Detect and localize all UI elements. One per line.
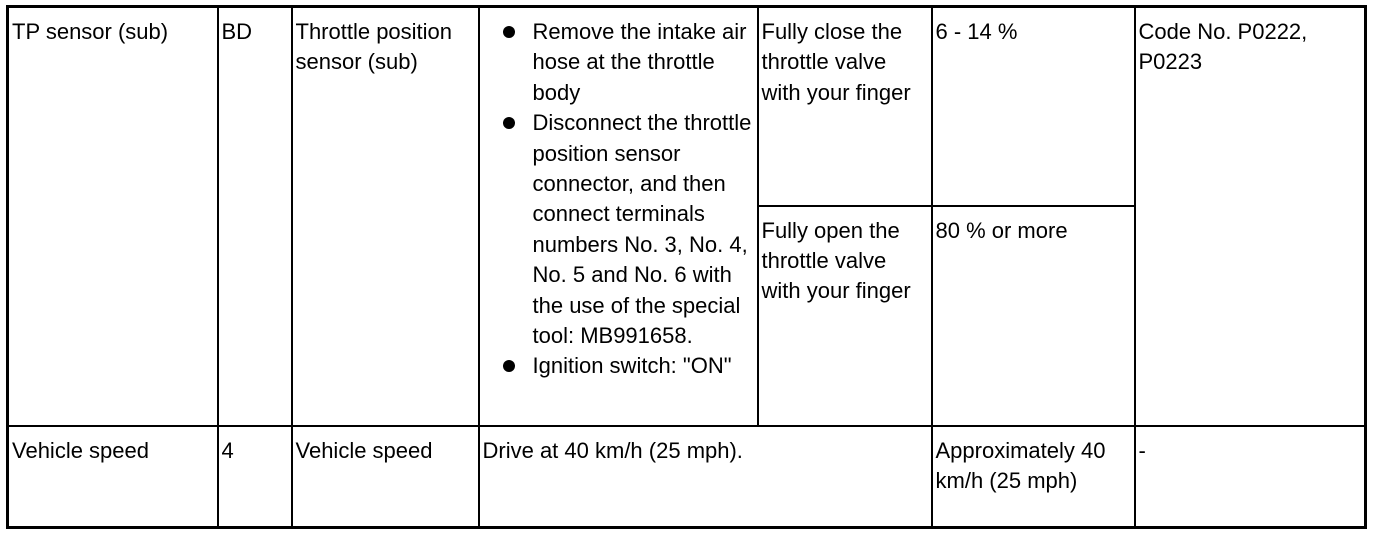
condition-cell	[479, 7, 758, 426]
test-cell: Fully close the throttle valve with your finger	[758, 7, 932, 206]
code-cell: 4	[218, 426, 292, 528]
value-cell: 80 % or more	[932, 206, 1135, 426]
name-cell: Throttle position sensor (sub)	[292, 7, 479, 426]
condition-item: Remove the intake air hose at the throttle body	[483, 17, 754, 108]
value-cell: Approximately 40 km/h (25 mph)	[932, 426, 1135, 528]
test-cell: Fully open the throttle valve with your finger	[758, 206, 932, 426]
name-cell: Vehicle speed	[292, 426, 479, 528]
value-cell: 6 - 14 %	[932, 7, 1135, 206]
condition-cell: Drive at 40 km/h (25 mph).	[479, 426, 932, 528]
condition-item: Ignition switch: "ON"	[483, 351, 754, 381]
table-row	[8, 7, 1366, 206]
reference-cell: Code No. P0222, P0223	[1135, 7, 1366, 426]
reference-cell: -	[1135, 426, 1366, 528]
item-cell: TP sensor (sub)	[8, 7, 218, 426]
condition-list	[483, 17, 754, 382]
specification-sheet	[6, 5, 1367, 529]
table-row	[8, 426, 1366, 528]
item-cell: Vehicle speed	[8, 426, 218, 528]
code-cell: BD	[218, 7, 292, 426]
service-data-table	[6, 5, 1367, 529]
condition-item: Disconnect the throttle position sensor connector, and then connect terminals numbers No. 3, No. 4, No. 5 and No. 6 with the use of the special tool: MB991658.	[483, 108, 754, 351]
